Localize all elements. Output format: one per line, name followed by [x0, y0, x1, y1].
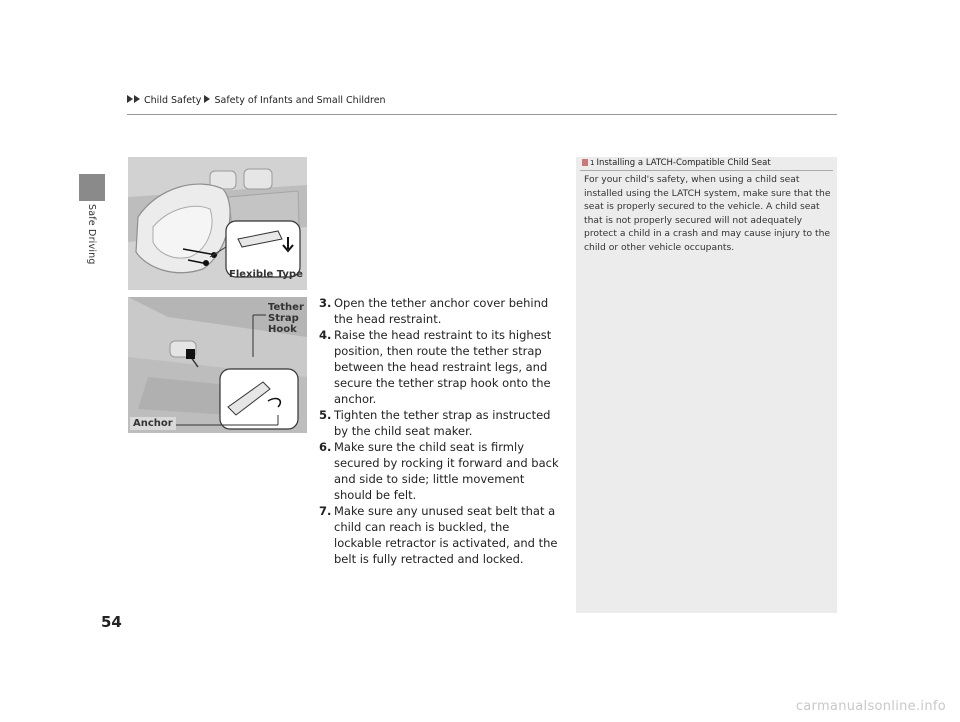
header-rule: [127, 114, 837, 115]
figure-flexible-latch: [128, 157, 307, 290]
sidebar-ref-mark: 1: [590, 159, 595, 167]
breadcrumb-arrow-icon: [134, 95, 140, 103]
sidebar-title-text: Installing a LATCH-Compatible Child Seat: [596, 158, 771, 168]
reference-mark-icon: [582, 159, 588, 166]
breadcrumb-arrow-icon: [127, 95, 133, 103]
page-number: 54: [101, 613, 122, 631]
step-text: Tighten the tether strap as instructed by the child seat maker.: [334, 408, 551, 438]
breadcrumb-arrow-icon: [204, 95, 210, 103]
instruction-steps: [319, 295, 559, 567]
step-number: 5.: [319, 408, 332, 422]
callout-line: Strap: [268, 313, 299, 324]
anchor-callout: Anchor: [130, 417, 176, 430]
watermark: carmanualsonline.info: [795, 699, 946, 714]
figure-tether-anchor: [128, 297, 307, 433]
step-number: 4.: [319, 328, 332, 342]
breadcrumb-level1[interactable]: Child Safety: [144, 95, 202, 106]
sidebar-title[interactable]: [582, 158, 771, 168]
flexible-type-callout: Flexible Type: [229, 269, 303, 280]
section-tab-marker: [79, 174, 105, 201]
step-number: 6.: [319, 440, 332, 454]
step-text: Raise the head restraint to its highest position, then route the tether strap between the head restraint legs, and secure the tether strap hook onto the anchor.: [334, 328, 552, 406]
step-item: [319, 407, 559, 439]
step-number: 7.: [319, 504, 332, 518]
step-text: Make sure any unused seat belt that a child can reach is buckled, the lockable retractor is activated, and the belt is fully retracted and locked.: [334, 504, 558, 566]
callout-line: Hook: [268, 324, 297, 335]
step-item: [319, 439, 559, 503]
sidebar-note: [576, 157, 837, 613]
step-item: [319, 503, 559, 567]
step-text: Open the tether anchor cover behind the head restraint.: [334, 296, 549, 326]
breadcrumb: [127, 95, 386, 106]
sidebar-rule: [580, 170, 833, 171]
tether-strap-hook-callout: [268, 302, 304, 335]
step-item: [319, 327, 559, 407]
step-text: Make sure the child seat is firmly secured by rocking it forward and back and side to side; little movement should be felt.: [334, 440, 559, 502]
step-number: 3.: [319, 296, 332, 310]
sidebar-body: For your child's safety, when using a child seat installed using the LATCH system, make sure that the seat is properly secured to the vehicle. A child seat that is not properly secured will not adequately protect a child in a crash and may cause injury to the child or other vehicle occupants.: [584, 174, 831, 253]
section-tab-label: Safe Driving: [86, 204, 97, 265]
callout-line: Tether: [268, 302, 304, 313]
step-item: [319, 295, 559, 327]
breadcrumb-level2[interactable]: Safety of Infants and Small Children: [214, 95, 386, 106]
